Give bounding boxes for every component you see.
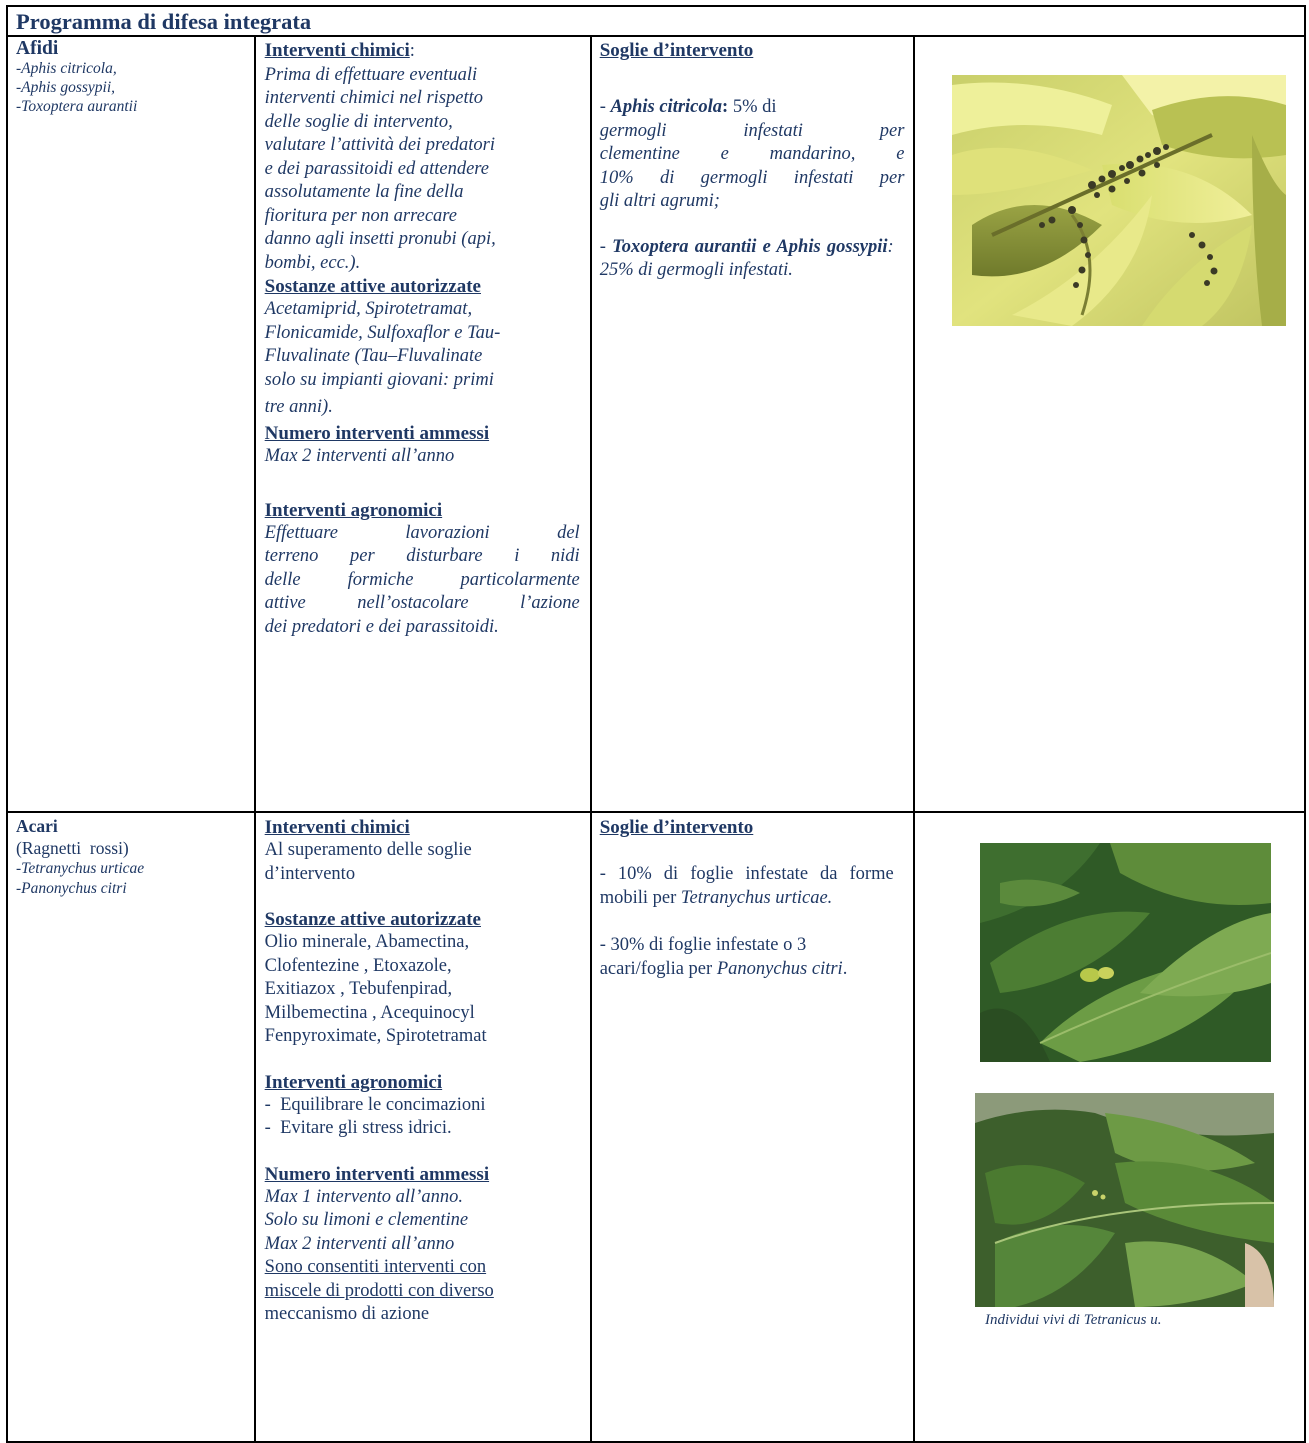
text-line: clementine e mandarino, e bbox=[599, 144, 905, 164]
section-heading: Interventi chimici bbox=[264, 40, 410, 61]
threshold-cell-acari bbox=[591, 812, 915, 1442]
text-line: 10% di germogli infestati per bbox=[599, 167, 905, 188]
text-line: Prima di effettuare eventuali bbox=[264, 64, 478, 85]
pest-cell-acari bbox=[7, 812, 255, 1442]
pest-cell-afidi bbox=[7, 36, 255, 812]
table-title: Programma di difesa integrata bbox=[16, 9, 312, 34]
colon: : bbox=[722, 97, 729, 117]
text-line: Effettuare lavorazioni del bbox=[264, 522, 580, 543]
text-line: Fenpyroximate, Spirotetramat bbox=[264, 1026, 487, 1046]
text-line: miscele di prodotti con diverso bbox=[264, 1280, 494, 1301]
text-line: delle soglie di intervento, bbox=[264, 111, 453, 132]
pest-name: Afidi bbox=[16, 38, 59, 59]
section-heading: Soglie d’intervento bbox=[599, 40, 754, 61]
section-heading: Sostanze attive autorizzate bbox=[264, 909, 481, 930]
section-heading: Sostanze attive autorizzate bbox=[264, 276, 481, 297]
threshold-cell-afidi bbox=[591, 36, 915, 812]
intervention-cell-afidi bbox=[255, 36, 591, 812]
intervention-cell-acari bbox=[255, 812, 591, 1442]
text-line: Solo su limoni e clementine bbox=[264, 1210, 469, 1230]
text-line: d’intervento bbox=[264, 863, 356, 884]
threshold-aphis-citricola bbox=[600, 96, 905, 120]
section-heading: Interventi agronomici bbox=[264, 1071, 443, 1093]
text-fragment: : 25% di germogli infestati. bbox=[599, 236, 894, 280]
mite-photo-2 bbox=[975, 1093, 1274, 1307]
text-line: gli altri agrumi; bbox=[599, 191, 720, 211]
heading-colon: : bbox=[409, 41, 415, 61]
text-line: Clofentezine , Etoxazole, bbox=[264, 955, 452, 976]
text-line: tre anni). bbox=[264, 397, 333, 417]
text-line: Max 2 interventi all’anno bbox=[264, 1233, 455, 1254]
text-line: - Equilibrare le concimazioni bbox=[264, 1094, 486, 1115]
pest-species: -Aphis gossypii, bbox=[16, 79, 116, 96]
text-line: Acetamiprid, Spirotetramat, bbox=[264, 299, 473, 319]
section-heading: Interventi agronomici bbox=[264, 499, 443, 521]
table-title-cell bbox=[7, 6, 1305, 36]
mite-photo-1 bbox=[980, 843, 1271, 1062]
text-line: delle formiche particolarmente bbox=[264, 569, 580, 590]
pest-species: -Toxoptera aurantii bbox=[16, 98, 138, 115]
text-line: fioritura per non arrecare bbox=[264, 205, 458, 226]
text-line: Sono consentiti interventi con bbox=[264, 1257, 487, 1277]
text-line: terreno per disturbare i nidi bbox=[264, 546, 580, 566]
species-bold: Toxoptera aurantii e Aphis gossypii bbox=[612, 236, 888, 257]
pest-subtitle: (Ragnetti rossi) bbox=[16, 838, 129, 858]
mite-photo-caption: Individui vivi di Tetranicus u. bbox=[985, 1312, 1162, 1328]
text-line: Fluvalinate (Tau–Fluvalinate bbox=[264, 346, 483, 366]
text-line: dei predatori e dei parassitoidi. bbox=[264, 616, 499, 637]
section-heading: Interventi chimici bbox=[264, 817, 410, 838]
species-italic: Tetranychus urticae. bbox=[680, 887, 833, 908]
species-italic: Panonychus citri bbox=[716, 958, 843, 979]
pest-name: Acari bbox=[16, 816, 58, 836]
species-bold: Aphis citricola bbox=[610, 97, 723, 117]
text-line: valutare l’attività dei predatori bbox=[264, 135, 496, 155]
threshold-tetranychus bbox=[600, 863, 894, 910]
aphid-leaf-image bbox=[952, 75, 1286, 326]
text-line: meccanismo di azione bbox=[264, 1304, 430, 1324]
dash: - bbox=[599, 236, 613, 257]
section-heading: Numero interventi ammessi bbox=[264, 1163, 490, 1185]
text-fragment: 5% di bbox=[728, 97, 777, 117]
section-heading: Numero interventi ammessi bbox=[264, 423, 490, 444]
text-line: e dei parassitoidi ed attendere bbox=[264, 158, 490, 179]
text-line: solo su impianti giovani: primi bbox=[264, 369, 494, 390]
text-fragment: - 30% di foglie infestate o 3 acari/foglia per bbox=[599, 935, 807, 979]
text-line: Milbemectina , Acequinocyl bbox=[264, 1002, 475, 1023]
text-line: Max 2 interventi all’anno bbox=[264, 446, 455, 466]
text-line: Flonicamide, Sulfoxaflor e Tau- bbox=[264, 322, 501, 343]
text-fragment: - 10% di foglie infestate da forme mobili per bbox=[599, 864, 894, 908]
text-line: bombi, ecc.). bbox=[264, 252, 361, 273]
text-line: germogli infestati per bbox=[599, 120, 905, 141]
section-heading: Soglie d’intervento bbox=[599, 817, 754, 838]
text-line: - Evitare gli stress idrici. bbox=[264, 1118, 452, 1138]
text-line: Max 1 intervento all’anno. bbox=[264, 1186, 463, 1207]
text-line: danno agli insetti pronubi (api, bbox=[264, 229, 496, 249]
text-line: interventi chimici nel rispetto bbox=[264, 88, 484, 108]
pest-species: -Tetranychus urticae bbox=[16, 860, 145, 877]
aphid-photo bbox=[952, 75, 1286, 326]
threshold-panonychus bbox=[600, 934, 870, 981]
text-fragment: . bbox=[842, 958, 848, 979]
pest-species: -Panonychus citri bbox=[16, 880, 127, 897]
threshold-toxoptera bbox=[600, 236, 894, 283]
text-line: attive nell’ostacolare l’azione bbox=[264, 593, 580, 613]
mite-leaf-image bbox=[980, 843, 1271, 1062]
pest-species: -Aphis citricola, bbox=[16, 60, 117, 77]
text-line: Exitiazox , Tebufenpirad, bbox=[264, 979, 453, 999]
text-line: Al superamento delle soglie bbox=[264, 840, 472, 860]
mite-leaf-image bbox=[975, 1093, 1274, 1307]
dash: - bbox=[599, 97, 611, 117]
text-line: assolutamente la fine della bbox=[264, 182, 464, 202]
text-line: Olio minerale, Abamectina, bbox=[264, 932, 470, 952]
